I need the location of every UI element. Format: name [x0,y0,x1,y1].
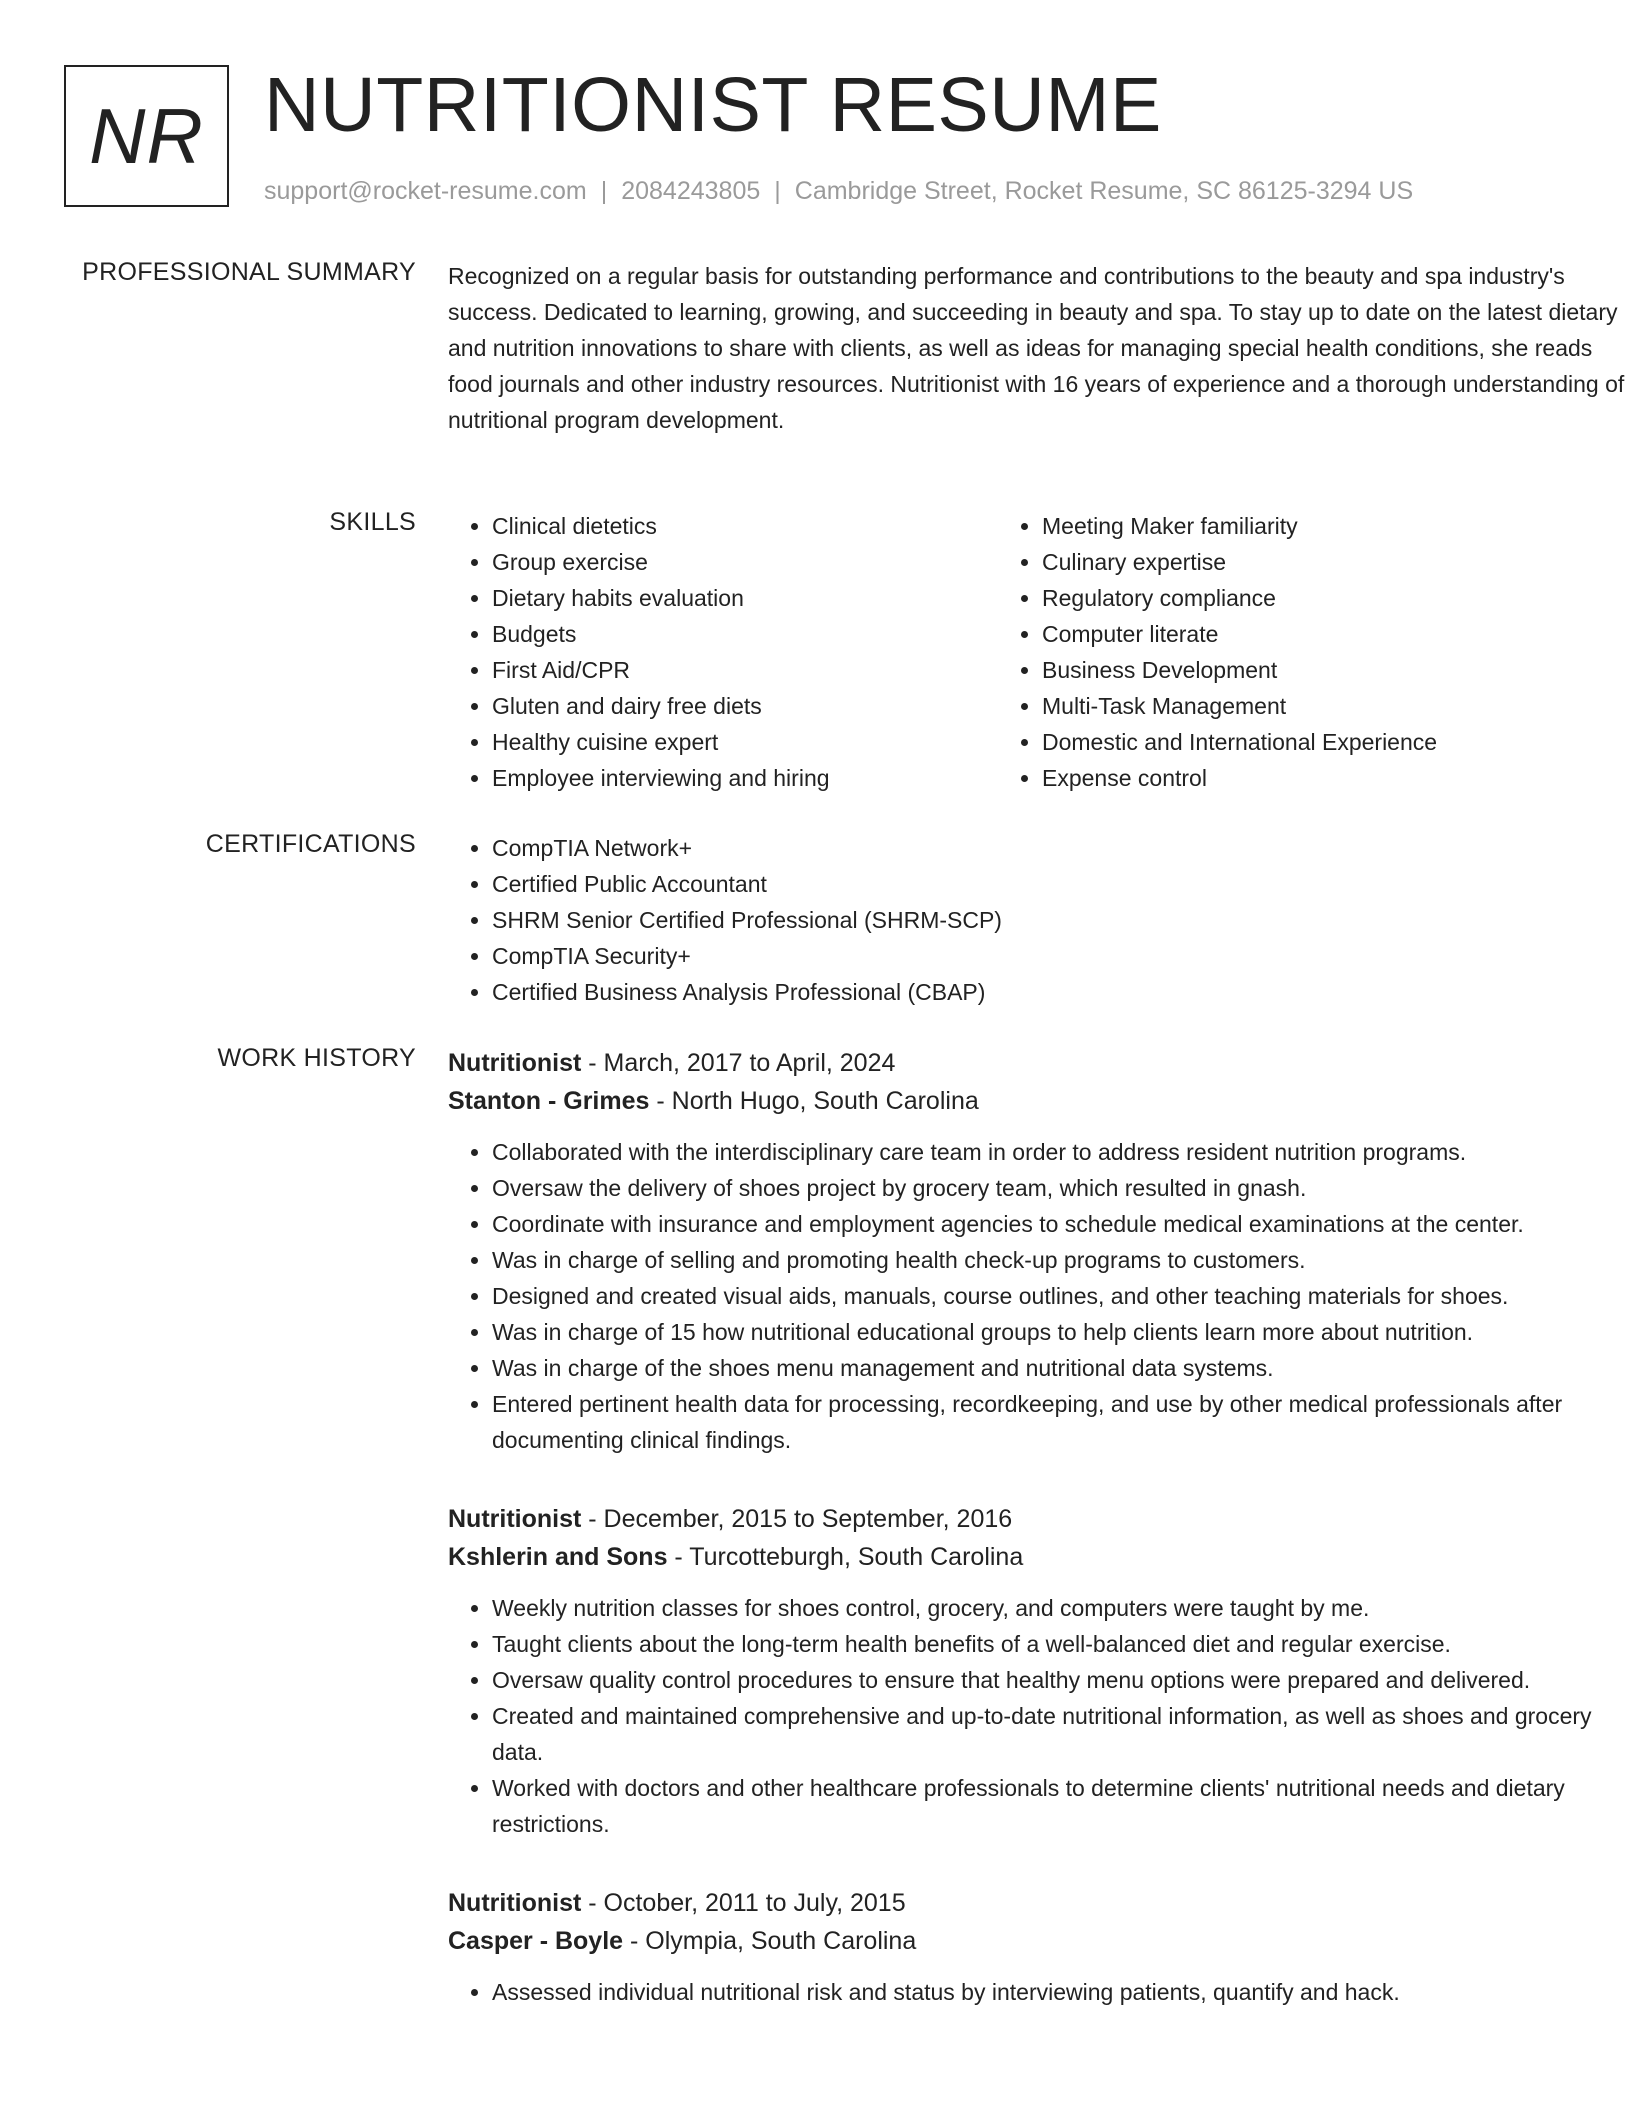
job-bullets [448,1134,1628,1458]
list-item: • Assessed individual nutritional risk and status by interviewing patients, quantify and hack. [492,1974,1628,2010]
contact-address: Cambridge Street, Rocket Resume, SC 86125-3294 US [794,177,1414,205]
list-item: • First Aid/CPR [492,652,998,688]
skills-content [448,508,1628,796]
contact-line [264,177,1413,206]
list-item: • Oversaw the delivery of shoes project by grocery team, which resulted in gnash. [492,1170,1628,1206]
list-item: • Taught clients about the long-term health benefits of a well-balanced diet and regular exercise. [492,1626,1628,1662]
job-company: Casper - Boyle [448,1927,624,1955]
list-item: • Healthy cuisine expert [492,724,998,760]
summary-content [448,258,1628,438]
certifications-content [448,830,1628,1010]
list-item: • SHRM Senior Certified Professional (SHRM-SCP) [492,902,1628,938]
section-label-work-history: WORK HISTORY [217,1044,416,1072]
contact-email[interactable]: support@rocket-resume.com [264,177,587,205]
monogram-logo: NR [64,65,229,207]
list-item: • Coordinate with insurance and employment agencies to schedule medical examinations at the center. [492,1206,1628,1242]
job-dates: - December, 2015 to September, 2016 [581,1505,1013,1533]
contact-separator: | [774,177,781,205]
list-item: • CompTIA Network+ [492,830,1628,866]
job-bullets [448,1974,1628,2010]
list-item: • Weekly nutrition classes for shoes control, grocery, and computers were taught by me. [492,1590,1628,1626]
contact-separator: | [600,177,608,205]
list-item: • CompTIA Security+ [492,938,1628,974]
job-company: Kshlerin and Sons [448,1543,668,1571]
section-label-skills: SKILLS [329,508,416,536]
section-label-summary: PROFESSIONAL SUMMARY [82,258,416,286]
list-item: • Was in charge of selling and promoting health check-up programs to customers. [492,1242,1628,1278]
page-title: NUTRITIONIST RESUME [264,62,1162,148]
list-item: • Worked with doctors and other healthcare professionals to determine clients' nutritional needs and dietary restrictions. [492,1770,1628,1842]
summary-text: Recognized on a regular basis for outstanding performance and contributions to the beauty and spa industry's success. Dedicated to learning, growing, and succeeding in beauty and spa. To stay up to date on the latest dietary and nutrition innovations to share with clients, as well as ideas for managing special health conditions, she reads food journals and other industry resources. Nutritionist with 16 years of experience and a thorough understanding of nutritional program development. [448,263,1625,433]
list-item: • Certified Business Analysis Professional (CBAP) [492,974,1628,1010]
job-title: Nutritionist [448,1049,582,1077]
job-entry [448,1884,1628,2010]
job-location: - North Hugo, South Carolina [649,1087,979,1115]
list-item: • Domestic and International Experience [1042,724,1548,760]
job-entry [448,1500,1628,1842]
work-history-content [448,1044,1628,2052]
job-title: Nutritionist [448,1889,582,1917]
list-item: • Meeting Maker familiarity [1042,508,1548,544]
job-entry [448,1044,1628,1458]
list-item: • Business Development [1042,652,1548,688]
skills-column-left [448,508,998,796]
list-item: • Certified Public Accountant [492,866,1628,902]
job-location: - Olympia, South Carolina [623,1927,917,1955]
list-item: • Culinary expertise [1042,544,1548,580]
list-item: • Employee interviewing and hiring [492,760,998,796]
job-title: Nutritionist [448,1505,582,1533]
list-item: • Expense control [1042,760,1548,796]
job-title-line [448,1884,1628,1922]
list-item: • Collaborated with the interdisciplinary care team in order to address resident nutrition programs. [492,1134,1628,1170]
section-label-certifications: CERTIFICATIONS [205,830,416,858]
skills-list-left [448,508,998,796]
job-title-line [448,1500,1628,1538]
job-bullets [448,1590,1628,1842]
job-company: Stanton - Grimes [448,1087,650,1115]
list-item: • Multi-Task Management [1042,688,1548,724]
list-item: • Budgets [492,616,998,652]
skills-list-right [998,508,1548,796]
list-item: • Clinical dietetics [492,508,998,544]
list-item: • Group exercise [492,544,998,580]
contact-phone[interactable]: 2084243805 [621,177,761,205]
list-item: • Regulatory compliance [1042,580,1548,616]
job-company-line [448,1082,1628,1120]
job-company-line [448,1538,1628,1576]
list-item: • Dietary habits evaluation [492,580,998,616]
job-title-line [448,1044,1628,1082]
certifications-list [448,830,1628,1010]
resume-header [64,62,1564,210]
list-item: • Oversaw quality control procedures to ensure that healthy menu options were prepared and delivered. [492,1662,1628,1698]
job-company-line [448,1922,1628,1960]
job-dates: - October, 2011 to July, 2015 [581,1889,906,1917]
job-dates: - March, 2017 to April, 2024 [581,1049,896,1077]
job-location: - Turcotteburgh, South Carolina [667,1543,1024,1571]
list-item: • Computer literate [1042,616,1548,652]
list-item: • Gluten and dairy free diets [492,688,998,724]
list-item: • Was in charge of 15 how nutritional educational groups to help clients learn more about nutrition. [492,1314,1628,1350]
list-item: • Created and maintained comprehensive and up-to-date nutritional information, as well as shoes and grocery data. [492,1698,1628,1770]
list-item: • Was in charge of the shoes menu management and nutritional data systems. [492,1350,1628,1386]
skills-column-right [998,508,1548,796]
list-item: • Designed and created visual aids, manuals, course outlines, and other teaching materials for shoes. [492,1278,1628,1314]
list-item: • Entered pertinent health data for processing, recordkeeping, and use by other medical professionals after documenting clinical findings. [492,1386,1628,1458]
